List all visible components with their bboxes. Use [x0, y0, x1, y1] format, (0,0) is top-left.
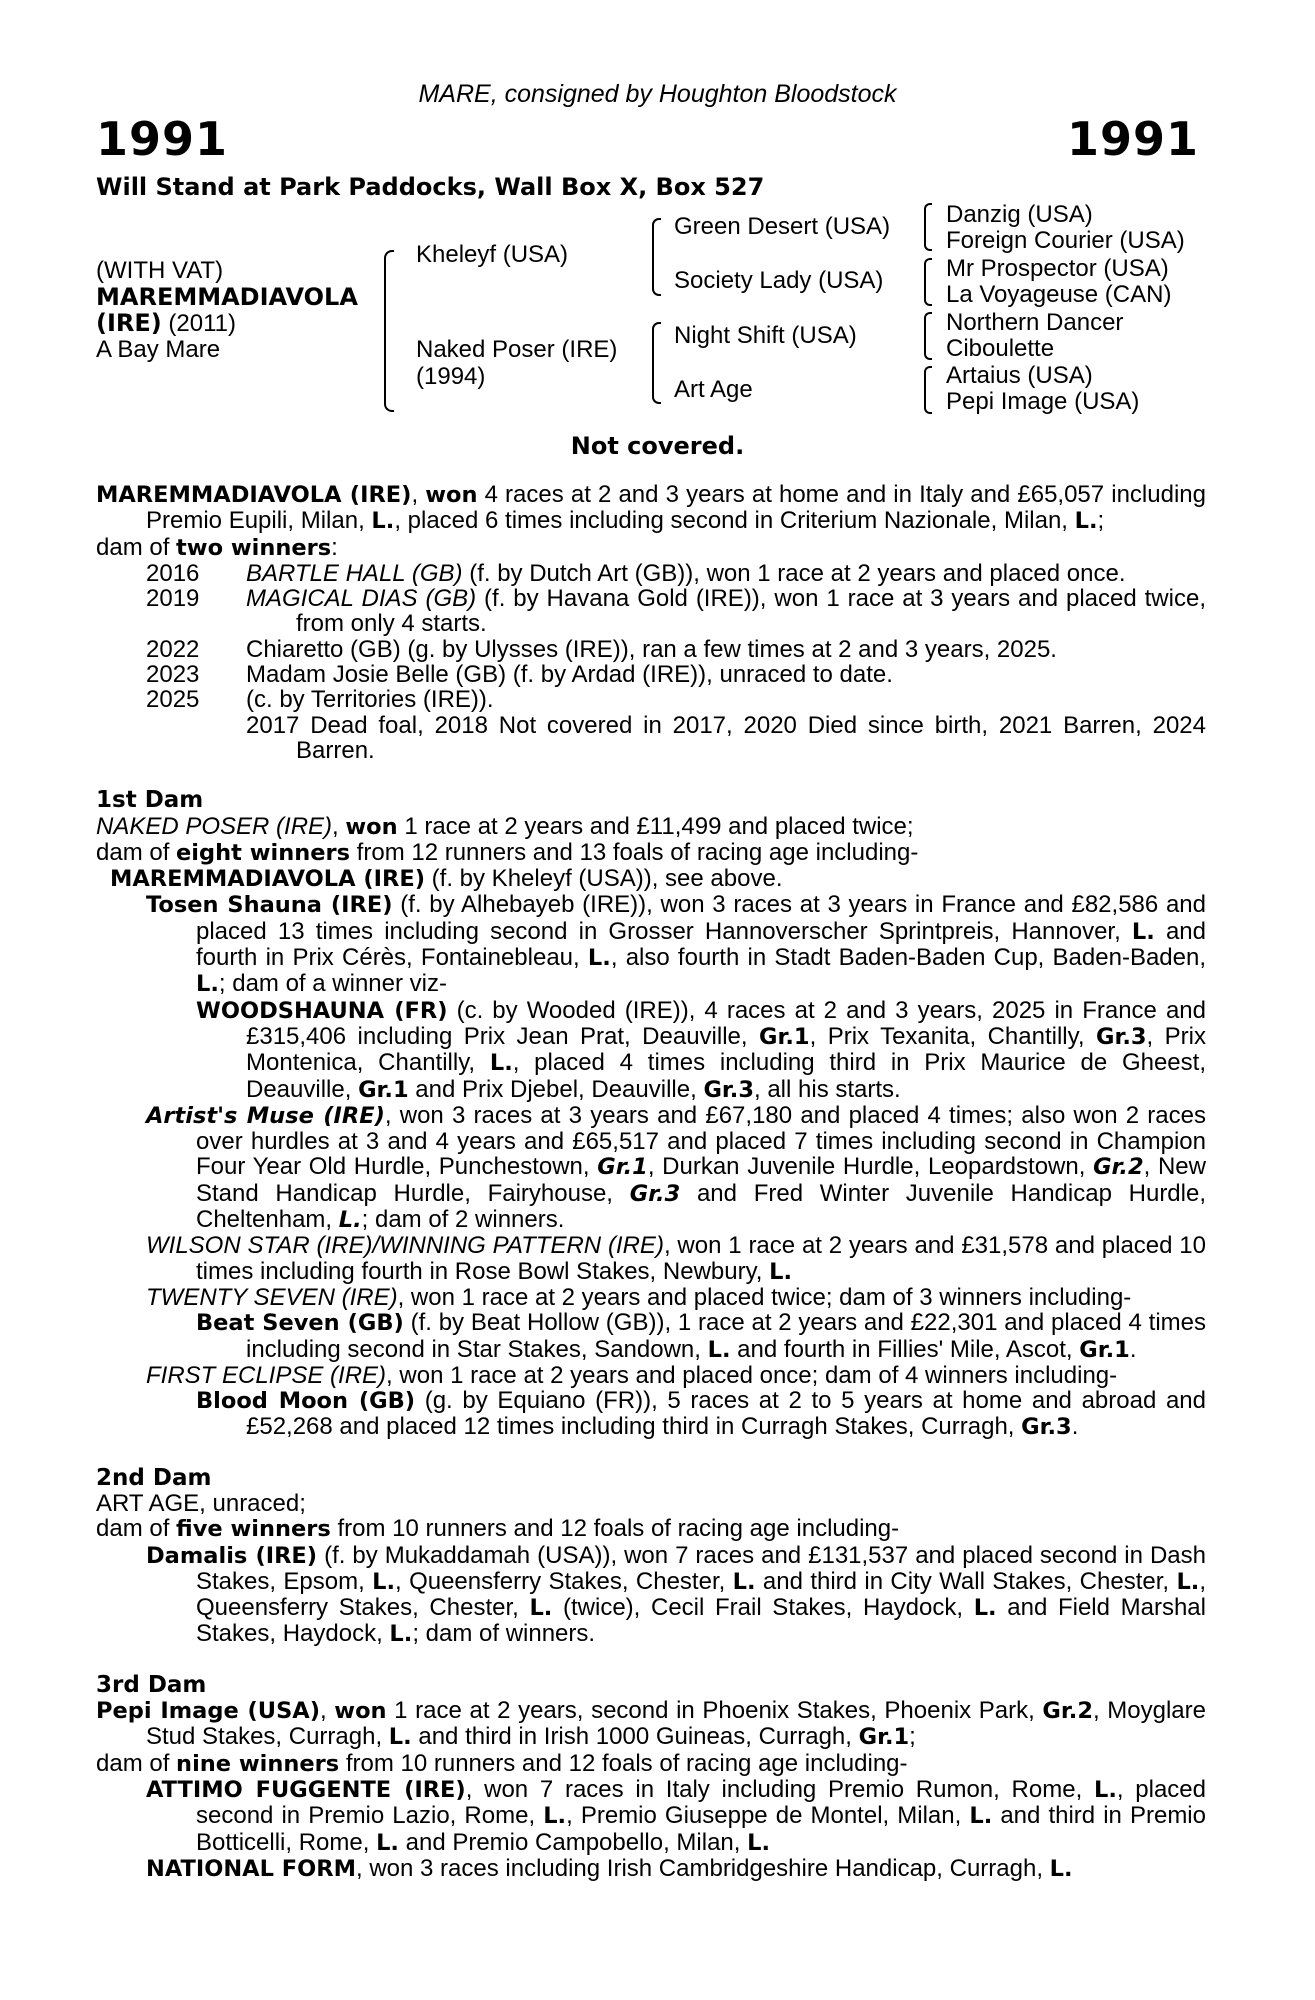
dam-sire: Night Shift (USA)	[674, 322, 857, 349]
progeny-beat-seven: Beat Seven (GB) (f. by Beat Hollow (GB)), 1 race at 2 years and £22,301 and placed 4 times including second in Star Stakes, Sandown, L. and fourth in Fillies' Mile, Ascot, Gr.1.	[196, 1309, 1206, 1363]
ggs-4: La Voyageuse (CAN)	[946, 281, 1172, 308]
second-dam-heading: 2nd Dam	[96, 1464, 212, 1491]
mare-record: MAREMMADIAVOLA (IRE), won 4 races at 2 and 3 years at home and in Italy and £65,057 including Premio Eupili, Milan, L., placed 6 times including second in Criterium Nazionale, Milan, L.;	[96, 481, 1206, 535]
produce-row: 2025 (c. by Territories (IRE)).	[146, 686, 494, 714]
progeny-maremmadiavola: MAREMMADIAVOLA (IRE) (f. by Kheleyf (USA)), see above.	[110, 865, 783, 893]
brace-g3	[924, 312, 932, 360]
progeny-wilson-star: WILSON STAR (IRE)/WINNING PATTERN (IRE), won 1 race at 2 years and £31,578 and placed 10 times including fourth in Rose Bowl Stakes, Newbury, L.	[146, 1232, 1206, 1285]
ggs-8: Pepi Image (USA)	[946, 388, 1140, 415]
first-dam-dam-of: dam of eight winners from 12 runners and 13 foals of racing age including-	[96, 838, 919, 866]
sire-sire: Green Desert (USA)	[674, 213, 891, 240]
third-dam-dam-of: dam of nine winners from 10 runners and 12 foals of racing age including-	[96, 1749, 908, 1777]
brace-dam	[652, 322, 661, 404]
produce-row: 2016 BARTLE HALL (GB) (f. by Dutch Art (GB)), won 1 race at 2 years and placed once.	[146, 559, 1126, 587]
brace-g4	[924, 366, 932, 414]
progeny-artists-muse: Artist's Muse (IRE), won 3 races at 3 years and £67,180 and placed 4 times; also won 2 races over hurdles at 3 and 4 years and £65,517 and placed 7 times including second in Champion Four Year Old Hurdle, Punchestown, Gr.1, Durkan Juvenile Hurdle, Leopardstown, Gr.2, New Stand Handicap Hurdle, Fairyhouse, Gr.3 and Fred Winter Juvenile Handicap Hurdle, Cheltenham, L.; dam of 2 winners.	[146, 1101, 1206, 1234]
vat-note: (WITH VAT)	[96, 257, 224, 284]
progeny-first-eclipse: FIRST ECLIPSE (IRE), won 1 race at 2 years and placed once; dam of 4 winners including-	[146, 1361, 1118, 1389]
stand-location: Will Stand at Park Paddocks, Wall Box X, Box 527	[96, 173, 765, 201]
dam-year: (1994)	[416, 363, 486, 390]
progeny-twenty-seven: TWENTY SEVEN (IRE), won 1 race at 2 years and placed twice; dam of 3 winners including-	[146, 1283, 1132, 1311]
not-covered-note: Not covered.	[570, 432, 745, 460]
ggs-2: Foreign Courier (USA)	[946, 227, 1185, 254]
progeny-woodshauna: WOODSHAUNA (FR) (c. by Wooded (IRE)), 4 races at 2 and 3 years, 2025 in France and £315,406 including Prix Jean Prat, Deauville, Gr.1, Prix Texanita, Chantilly, Gr.3, Prix Montenica, Chantilly, L., placed 4 times including third in Prix Maurice de Gheest, Deauville, Gr.1 and Prix Djebel, Deauville, Gr.3, all his starts.	[196, 996, 1207, 1103]
dam-dam: Art Age	[674, 376, 753, 403]
ggs-5: Northern Dancer	[946, 309, 1124, 336]
brace-g2	[924, 258, 932, 306]
produce-note: 2017 Dead foal, 2018 Not covered in 2017, 2020 Died since birth, 2021 Barren, 2024 Barren.	[246, 711, 1206, 764]
ggs-1: Danzig (USA)	[946, 201, 1093, 228]
catalogue-body	[96, 482, 1206, 1882]
sire-dam: Society Lady (USA)	[674, 267, 884, 294]
second-dam-dam-of: dam of five winners from 10 runners and 12 foals of racing age including-	[96, 1515, 900, 1543]
progeny-blood-moon: Blood Moon (GB) (g. by Equiano (FR)), 5 races at 2 to 5 years at home and abroad and £52,268 and placed 12 times including third in Curragh Stakes, Curragh, Gr.3.	[196, 1387, 1206, 1441]
first-dam-heading: 1st Dam	[96, 787, 204, 814]
brace-main	[384, 250, 394, 412]
lot-number-right: 1991	[1066, 112, 1199, 166]
sire: Kheleyf (USA)	[416, 241, 569, 268]
progeny-national-form: NATIONAL FORM, won 3 races including Irish Cambridgeshire Handicap, Curragh, L.	[146, 1854, 1073, 1882]
progeny-attimo-fuggente: ATTIMO FUGGENTE (IRE), won 7 races in Italy including Premio Rumon, Rome, L., placed second in Premio Lazio, Rome, L., Premio Giuseppe de Montel, Milan, L. and third in Premio Botticelli, Rome, L. and Premio Campobello, Milan, L.	[146, 1775, 1207, 1856]
brace-sire	[652, 218, 661, 296]
progeny-damalis: Damalis (IRE) (f. by Mukaddamah (USA)), won 7 races and £131,537 and placed second in Dash Stakes, Epsom, L., Queensferry Stakes, Chester, L. and third in City Wall Stakes, Chester, L., Queensferry Stakes, Chester, L. (twice), Cecil Frail Stakes, Haydock, L. and Field Marshal Stakes, Haydock, L.; dam of winners.	[146, 1541, 1206, 1648]
lot-number-left: 1991	[96, 112, 229, 166]
produce-row: 2023 Madam Josie Belle (GB) (f. by Ardad (IRE)), unraced to date.	[146, 661, 893, 689]
progeny-tosen-shauna: Tosen Shauna (IRE) (f. by Alhebayeb (IRE)), won 3 races at 3 years in France and £82,586 and placed 13 times including second in Grosser Hannoverscher Sprintpreis, Hannover, L. and fourth in Prix Cérès, Fontainebleau, L., also fourth in Stadt Baden-Baden Cup, Baden-Baden, L.; dam of a winner viz-	[146, 891, 1207, 998]
brace-g1	[924, 203, 932, 251]
mare-dam-of: dam of two winners:	[96, 533, 338, 561]
first-dam-record: NAKED POSER (IRE), won 1 race at 2 years and £11,499 and placed twice;	[96, 812, 914, 840]
ggs-3: Mr Prospector (USA)	[946, 255, 1169, 282]
ggs-7: Artaius (USA)	[946, 362, 1093, 389]
horse-name-suffix: (IRE) (2011)	[96, 309, 237, 337]
produce-row: 2019 MAGICAL DIAS (GB) (f. by Havana Gold (IRE)), won 1 race at 3 years and placed twice, from only 4 starts.	[146, 585, 1206, 638]
consignment-line: MARE, consigned by Houghton Bloodstock	[418, 80, 897, 108]
third-dam-heading: 3rd Dam	[96, 1671, 207, 1698]
horse-description: A Bay Mare	[96, 336, 221, 363]
horse-name: MAREMMADIAVOLA	[96, 283, 358, 311]
second-dam-record: ART AGE, unraced;	[96, 1489, 306, 1517]
third-dam-record: Pepi Image (USA), won 1 race at 2 years, second in Phoenix Stakes, Phoenix Park, Gr.2, Moyglare Stud Stakes, Curragh, L. and third in Irish 1000 Guineas, Curragh, Gr.1;	[96, 1697, 1206, 1751]
produce-row: 2022 Chiaretto (GB) (g. by Ulysses (IRE)), ran a few times at 2 and 3 years, 2025.	[146, 635, 1057, 663]
ggs-6: Ciboulette	[946, 335, 1055, 362]
dam: Naked Poser (IRE)	[416, 336, 618, 363]
